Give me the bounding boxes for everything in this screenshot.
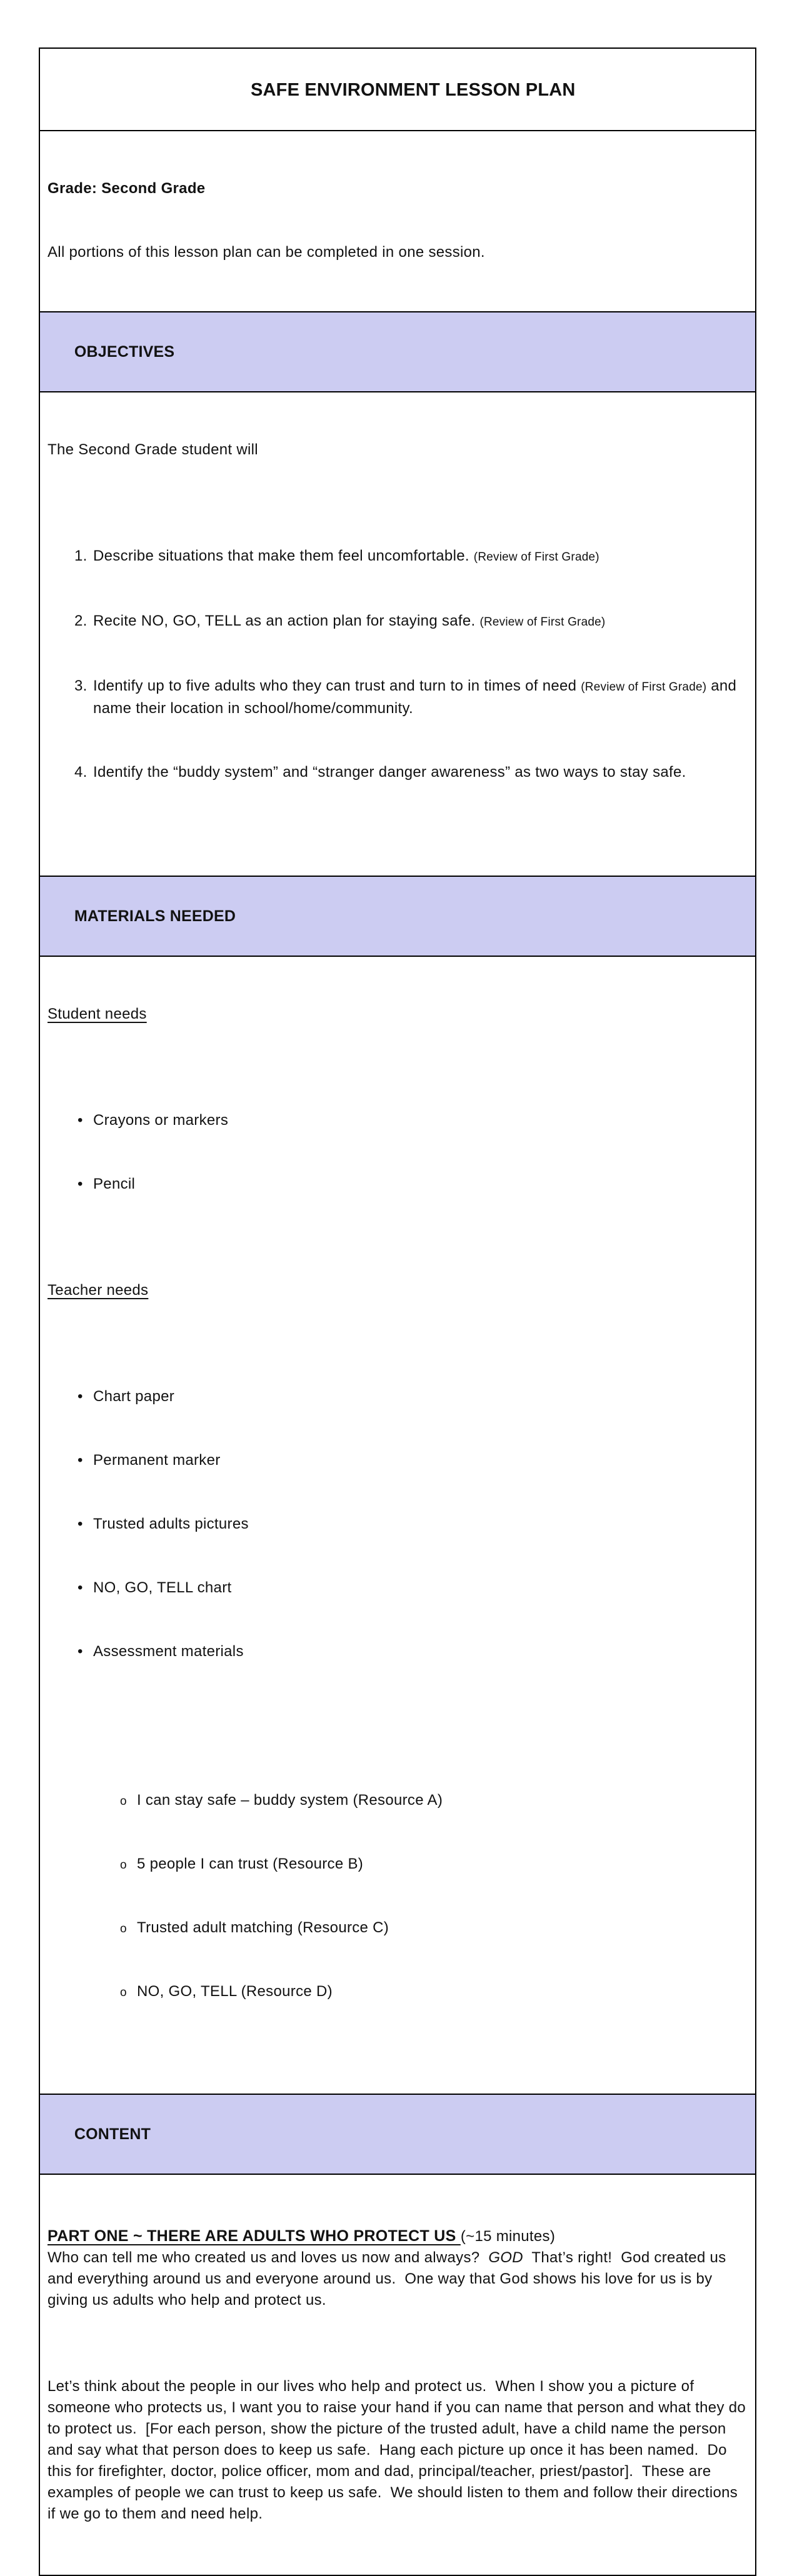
list-item: • Crayons or markers (48, 1110, 748, 1131)
list-item: • Trusted adults pictures (48, 1514, 748, 1535)
part-one-duration: (~15 minutes) (460, 2228, 556, 2245)
objective-text: Identify up to five adults who they can trust and turn to in times of need (93, 677, 581, 694)
materials-header: MATERIALS NEEDED (74, 907, 236, 925)
list-item: • Chart paper (48, 1386, 748, 1407)
objective-review-note: (Review of First Grade) (479, 616, 606, 629)
list-item: o I can stay safe – buddy system (Resource A) (48, 1790, 748, 1811)
list-item: o NO, GO, TELL (Resource D) (48, 1981, 748, 2002)
objective-review-note: (Review of First Grade) (473, 551, 599, 564)
list-item: • Assessment materials (48, 1641, 748, 1662)
objective-item (48, 611, 748, 633)
objective-review-note: (Review of First Grade) (581, 681, 707, 694)
objectives-header-band (40, 311, 755, 391)
objective-text: Describe situations that make them feel uncomfortable. (93, 547, 474, 564)
materials-body (40, 956, 755, 2094)
content-header: CONTENT (74, 2125, 151, 2143)
objective-text: Recite NO, GO, TELL as an action plan for staying safe. (93, 612, 480, 629)
part-one-heading (48, 2225, 748, 2311)
objectives-body (40, 391, 755, 876)
paragraph-text: That’s right! God created us and everything around us and everyone around us. One way that God shows his love for us is by giving us adults who help and protect us. (48, 2249, 731, 2309)
content-body (40, 2174, 755, 2575)
list-item: o Trusted adult matching (Resource C) (48, 1917, 748, 1939)
teacher-needs-label (48, 1280, 748, 1301)
objectives-list (48, 503, 748, 827)
paragraph-text: Who can tell me who created us and loves us now and always? (48, 2249, 489, 2266)
materials-header-band (40, 876, 755, 956)
objectives-header: OBJECTIVES (74, 343, 175, 361)
content-paragraph-2: Let’s think about the people in our lives who help and protect us. When I show you a picture of someone who protects us, I want you to raise your hand if you can name that person and what they do to protect us. [For each person, show the picture of the trusted adult, have a child name the person and say what that person does to keep us safe. Hang each picture up once it has been named. Do this for firefighter, doctor, police officer, mom and dad, principal/teacher, priest/pastor]. These are examples of people we can trust to keep us safe. We should listen to them and follow their directions if we go to them and need help. (48, 2378, 750, 2522)
lesson-plan-table (39, 47, 756, 2576)
grade-label: Grade: Second Grade (48, 180, 206, 197)
list-item: • Permanent marker (48, 1450, 748, 1471)
list-item: • NO, GO, TELL chart (48, 1577, 748, 1599)
objective-text: Identify the “buddy system” and “stranger danger awareness” as two ways to stay safe. (93, 764, 686, 781)
teacher-needs-label-text: Teacher needs (48, 1282, 149, 1299)
assessment-materials-list (48, 1747, 748, 2045)
title-row (40, 49, 755, 130)
student-needs-label-text: Student needs (48, 1006, 147, 1022)
content-paragraph-1 (48, 2249, 730, 2309)
grade-note: All portions of this lesson plan can be completed in one session. (48, 244, 485, 261)
list-item: o 5 people I can trust (Resource B) (48, 1854, 748, 1875)
objective-text-tail: and name their location in school/home/community. (93, 677, 741, 717)
objective-item (48, 762, 748, 784)
list-item: • Pencil (48, 1174, 748, 1195)
part-one-title: PART ONE ~ THERE ARE ADULTS WHO PROTECT US (48, 2227, 461, 2245)
emphasized-word: GOD (488, 2249, 523, 2266)
grade-row (40, 130, 755, 311)
objective-item (48, 546, 748, 568)
objective-item (48, 676, 748, 719)
student-needs-list (48, 1067, 748, 1237)
objectives-intro: The Second Grade student will (48, 441, 258, 458)
document-title: SAFE ENVIRONMENT LESSON PLAN (250, 80, 576, 100)
student-needs-label (48, 1004, 748, 1025)
content-header-band (40, 2094, 755, 2174)
teacher-needs-list (48, 1344, 748, 1705)
